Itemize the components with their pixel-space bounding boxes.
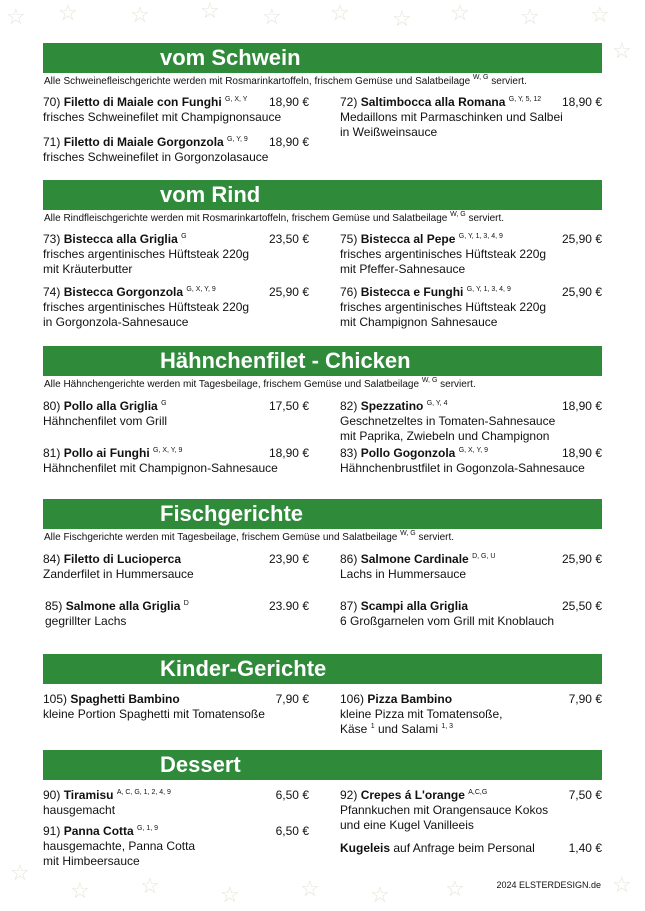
menu-item: 91) Panna Cotta $^{G, 1, 9}$ 6,50 € hausgemachte, Panna Cotta mit Himbeersauce [43,824,309,868]
menu-item: 82) Spezzatino $^{G, Y, 4}$ 18,90 € Geschnetzeltes in Tomaten-Sahnesauce mit Paprika, Zwiebeln und Champignon [340,399,602,443]
star-icon: ☆ [130,2,150,27]
star-icon: ☆ [10,860,30,885]
menu-item: 81) Pollo ai Funghi $^{G, X, Y, 9}$ 18,90 € Hähnchenfilet mit Champignon-Sahnesauce [43,446,309,475]
star-icon: ☆ [70,878,90,903]
item-description: gegrillter Lachs [45,614,127,628]
star-icon: ☆ [200,0,220,23]
item-description: mit Paprika, Zwiebeln und Champignon [340,429,550,443]
item-description: kleine Portion Spaghetti mit Tomatensoße [43,707,265,721]
section-title: Hähnchenfilet - Chicken [43,346,602,376]
menu-item: 85) Salmone alla Griglia $^D$ 23.90 € gegrillter Lachs [45,599,309,628]
item-description: Hähnchenfilet vom Grill [43,414,168,428]
menu-item: 74) Bistecca Gorgonzola $^{G, X, Y, 9}$ 25,90 € frisches argentinisches Hüftsteak 220g in Gorgonzola-Sahnesauce [43,285,309,329]
section-title: vom Schwein [43,43,602,73]
item-description: frisches Schweinefilet in Gorgonzolasauce [43,150,269,164]
menu-item: 72) Saltimbocca alla Romana $^{G, Y, 5, 12}$ 18,90 € Medaillons mit Parmaschinken und Salbei in Weißweinsauce [340,95,602,139]
item-description: mit Pfeffer-Sahnesauce [340,262,466,276]
footer-credit: 2024 ELSTERDESIGN.de [496,880,601,890]
section-schwein [43,43,602,164]
price: 7,90 € [568,692,602,706]
section-note: Alle Rindfleischgerichte werden mit Rosmarinkartoffeln, frischem Gemüse und Salatbeilage $^{W, G}$ serviert. [44,211,505,224]
item-description: 6 Großgarnelen vom Grill mit Knoblauch [340,614,555,628]
item-description: frisches Schweinefilet mit Champignonsauce [43,110,282,124]
item-description: Hähnchenfilet mit Champignon-Sahnesauce [43,461,278,475]
item-description: frisches argentinisches Hüftsteak 220g [340,247,547,261]
item-description: frisches argentinisches Hüftsteak 220g [43,300,250,314]
price: 25,50 € [561,599,602,613]
menu-item: Kugeleis auf Anfrage beim Personal 1,40 € [340,841,602,855]
item-description: Zanderfilet in Hummersauce [43,567,194,581]
star-icon: ☆ [58,0,78,25]
price: 1,40 € [568,841,602,855]
menu-item: 86) Salmone Cardinale $^{D, G, U}$ 25,90 € Lachs in Hummersauce [340,552,602,581]
menu-item: 73) Bistecca alla Griglia $^G$ 23,50 € frisches argentinisches Hüftsteak 220g mit Kräuterbutter [43,232,309,276]
item-description: Käse $^1$ und Salami $^{1, 3}$ [340,722,454,736]
item-description: mit Himbeersauce [43,854,140,868]
section-note: Alle Fischgerichte werden mit Tagesbeilage, frischem Gemüse und Salatbeilage $^{W, G}$ serviert. [44,530,455,543]
section-chicken [43,346,602,475]
item-description: Lachs in Hummersauce [340,567,467,581]
price: 25,90 € [268,285,309,299]
price: 23.90 € [268,599,309,613]
price: 18,90 € [561,399,602,413]
menu-item: 70) Filetto di Maiale con Funghi $^{G, X, Y}$ 18,90 € frisches Schweinefilet mit Champignonsauce [43,95,309,124]
price: 25,90 € [561,552,602,566]
section-title: Dessert [43,750,602,780]
menu-item: 84) Filetto di Lucioperca 23,90 € Zanderfilet in Hummersauce [43,552,309,581]
item-description: frisches argentinisches Hüftsteak 220g [340,300,547,314]
menu-item: 76) Bistecca e Funghi $^{G, Y, 1, 3, 4, 9}$ 25,90 € frisches argentinisches Hüftsteak 220g mit Champignon Sahnesauce [340,285,602,329]
section-title: Fischgerichte [43,499,602,529]
item-description: Geschnetzeltes in Tomaten-Sahnesauce [340,414,556,428]
price: 18,90 € [268,95,309,109]
menu-item: 87) Scampi alla Griglia 25,50 € 6 Großgarnelen vom Grill mit Knoblauch [340,599,602,628]
menu-item: 92) Crepes á L'orange $^{A,C,G}$ 7,50 € Pfannkuchen mit Orangensauce Kokos und eine Kugel Vanilleeis [340,788,602,832]
price: 7,90 € [275,692,309,706]
price: 6,50 € [275,824,309,838]
price: 23,50 € [268,232,309,246]
item-description: Hähnchenbrustfilet in Gogonzola-Sahnesauce [340,461,585,475]
item-description: Medaillons mit Parmaschinken und Salbei [340,110,563,124]
star-icon: ☆ [262,4,282,29]
star-icon: ☆ [140,873,160,898]
star-icon: ☆ [370,882,390,907]
price: 18,90 € [268,446,309,460]
price: 25,90 € [561,285,602,299]
item-description: hausgemachte, Panna Cotta [43,839,196,853]
star-icon: ☆ [450,0,470,25]
item-description: Pfannkuchen mit Orangensauce Kokos [340,803,549,817]
price: 23,90 € [268,552,309,566]
item-description: in Weißweinsauce [340,125,438,139]
item-description: hausgemacht [43,803,116,817]
item-description: und eine Kugel Vanilleeis [340,818,474,832]
menu-item: 75) Bistecca al Pepe $^{G, Y, 1, 3, 4, 9}$ 25,90 € frisches argentinisches Hüftsteak 220g mit Pfeffer-Sahnesauce [340,232,602,276]
price: 18,90 € [561,95,602,109]
star-icon: ☆ [6,4,26,29]
section-kinder [43,654,602,736]
star-icon: ☆ [445,876,465,901]
star-icon: ☆ [520,4,540,29]
star-icon: ☆ [590,2,610,27]
menu-item: 83) Pollo Gogonzola $^{G, X, Y, 9}$ 18,90 € Hähnchenbrustfilet in Gogonzola-Sahnesauce [340,446,602,475]
section-title: vom Rind [43,180,602,210]
menu-item: 71) Filetto di Maiale Gorgonzola $^{G, Y, 9}$ 18,90 € frisches Schweinefilet in Gorgonzolasauce [43,135,309,164]
price: 18,90 € [561,446,602,460]
item-description: kleine Pizza mit Tomatensoße, [340,707,503,721]
price: 18,90 € [268,135,309,149]
star-icon: ☆ [300,876,320,901]
item-description: frisches argentinisches Hüftsteak 220g [43,247,250,261]
item-description: mit Champignon Sahnesauce [340,315,498,329]
menu-item: 106) Pizza Bambino 7,90 € kleine Pizza mit Tomatensoße, Käse $^1$ und Salami $^{1, 3}$ [340,692,602,736]
section-note: Alle Schweinefleischgerichte werden mit Rosmarinkartoffeln, frischem Gemüse und Salatbeilage $^{W, G}$ serviert. [44,74,527,87]
section-dessert [43,750,602,868]
section-title: Kinder-Gerichte [43,654,602,684]
star-icon: ☆ [330,0,350,25]
price: 17,50 € [268,399,309,413]
section-rind [43,180,602,329]
star-icon: ☆ [612,872,632,897]
price: 6,50 € [275,788,309,802]
item-description: mit Kräuterbutter [43,262,133,276]
menu-item: 80) Pollo alla Griglia $^G$ 17,50 € Hähnchenfilet vom Grill [43,399,309,428]
star-icon: ☆ [612,38,632,63]
section-fisch [43,499,602,628]
star-icon: ☆ [392,6,412,31]
menu-item: 105) Spaghetti Bambino 7,90 € kleine Portion Spaghetti mit Tomatensoße [43,692,309,721]
price: 7,50 € [568,788,602,802]
star-icon: ☆ [220,882,240,907]
menu-item: 90) Tiramisu $^{A, C, G, 1, 2, 4, 9}$ 6,50 € hausgemacht [43,788,309,817]
price: 25,90 € [561,232,602,246]
item-description: in Gorgonzola-Sahnesauce [43,315,189,329]
section-note: Alle Hähnchengerichte werden mit Tagesbeilage, frischem Gemüse und Salatbeilage $^{W, G}$ serviert. [44,377,476,390]
